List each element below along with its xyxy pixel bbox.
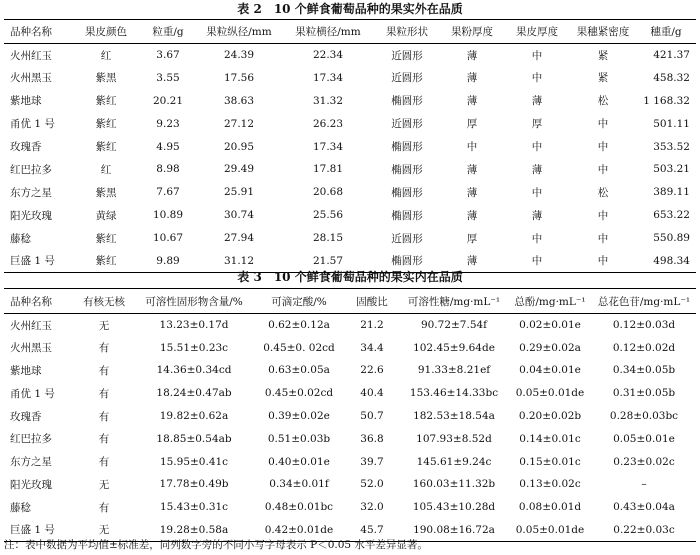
table-cell: 有: [98, 501, 110, 514]
table-row: [4, 66, 696, 89]
table-cell: 无: [98, 319, 110, 332]
table-cell: 紫黑: [95, 186, 117, 199]
table-cell: 有: [98, 342, 110, 355]
table-cell: 近圆形: [391, 72, 423, 85]
table-cell: 25.56: [312, 209, 344, 222]
table-cell: 藤稔: [10, 501, 31, 514]
table-cell: 22.34: [312, 49, 344, 62]
table-cell: 近圆形: [391, 118, 423, 131]
table-cell: 105.43±10.28d: [412, 501, 496, 514]
table-cell: 3.67: [156, 49, 180, 62]
table-cell: 15.43±0.31c: [159, 501, 229, 514]
table3-header-cell: 有核无核: [74, 289, 134, 314]
table2-header-cell: 果皮颜色: [72, 20, 140, 44]
table-cell: 0.15±0.01c: [519, 455, 581, 468]
table-cell: 0.23±0.02c: [613, 455, 675, 468]
table-cell: 145.61±9.24c: [416, 455, 492, 468]
table-cell: 14.36±0.34cd: [156, 364, 232, 377]
table-cell: 中: [531, 141, 543, 153]
table-cell: 0.14±0.01c: [519, 432, 581, 445]
table-cell: 中: [531, 232, 543, 245]
table3-header-cell: 品种名称: [4, 289, 74, 314]
table-cell: 0.63±0.05a: [268, 364, 330, 377]
table2-header-cell: 品种名称: [4, 20, 72, 44]
table-cell: 0.04±0.01e: [519, 364, 581, 377]
table-cell: 15.95±0.41c: [159, 455, 229, 468]
table-row: [4, 112, 696, 135]
table-row: [4, 227, 696, 250]
table-cell: 40.4: [360, 387, 384, 400]
table-cell: 椭圆形: [391, 209, 423, 222]
table-cell: 0.34±0.01f: [269, 478, 329, 491]
table-cell: 0.45±0.02cd: [264, 387, 334, 400]
table-cell: 389.11: [653, 186, 690, 199]
table-cell: 28.15: [312, 232, 344, 245]
table-cell: 红巴拉多: [10, 433, 52, 446]
table-cell: 90.72±7.54f: [420, 319, 488, 332]
table-cell: 39.7: [360, 455, 384, 468]
table-cell: 薄: [466, 95, 478, 108]
table-cell: 0.48±0.01bc: [264, 501, 334, 514]
table-cell: 421.37: [653, 49, 690, 62]
table-cell: 巨盛 1 号: [10, 255, 55, 268]
table-cell: 火州红玉: [10, 319, 52, 332]
table-cell: 中: [531, 72, 543, 85]
table-cell: 甬优 1 号: [10, 118, 55, 131]
table-cell: 17.34: [312, 140, 344, 153]
table-cell: 东方之星: [10, 456, 52, 469]
table-cell: 9.89: [156, 254, 180, 267]
table-cell: 30.74: [223, 209, 255, 222]
table-cell: 25.91: [223, 186, 255, 199]
table2-header-cell: 果粒横径/mm: [282, 20, 374, 44]
table-cell: 近圆形: [391, 49, 423, 62]
table-cell: 0.42±0.01de: [264, 523, 334, 536]
table-cell: 501.11: [653, 117, 690, 130]
table-cell: 火州红玉: [10, 49, 52, 62]
table-cell: 松: [597, 95, 609, 108]
table-cell: 有: [98, 364, 110, 377]
table-cell: 31.32: [312, 94, 344, 107]
table-cell: 藤稔: [10, 232, 31, 245]
table-cell: 13.23±0.17d: [159, 319, 229, 332]
table-cell: 17.81: [312, 163, 344, 176]
table-cell: 松: [597, 186, 609, 199]
table2-header-cell: 果穗紧密度: [570, 20, 636, 44]
table-cell: 9.23: [156, 117, 180, 130]
table-cell: 91.33±8.21ef: [417, 364, 491, 377]
table2-header-cell: 果粉厚度: [440, 20, 504, 44]
table-cell: 火州黑玉: [10, 72, 52, 85]
table-cell: 紫黑: [95, 72, 117, 85]
table-cell: 52.0: [360, 478, 384, 491]
table-cell: 0.29±0.02a: [519, 341, 581, 354]
table-row: [4, 405, 696, 428]
table-row: [4, 158, 696, 181]
table-cell: 无: [98, 478, 110, 491]
table-row: [4, 135, 696, 158]
table3-header-cell: 可滴定酸/%: [254, 289, 344, 314]
table-cell: 厚: [531, 118, 543, 131]
table-row: [4, 89, 696, 112]
table-cell: 38.63: [223, 94, 255, 107]
table-cell: 中: [597, 163, 609, 176]
table-cell: 17.56: [223, 71, 255, 84]
table2-header-cell: 果粒纵径/mm: [196, 20, 282, 44]
table-cell: 29.49: [223, 163, 255, 176]
internal-quality-table: [4, 288, 696, 542]
table-cell: 紫红: [95, 95, 117, 108]
table-cell: 0.28±0.03bc: [609, 410, 679, 423]
table-row: [4, 44, 696, 67]
table-cell: 0.40±0.01e: [268, 455, 330, 468]
table-cell: 20.21: [152, 94, 184, 107]
table-cell: 薄: [531, 209, 543, 222]
table-cell: 15.51±0.23c: [159, 341, 229, 354]
table-cell: 有: [98, 410, 110, 423]
table-cell: 8.98: [156, 163, 180, 176]
table-row: [4, 450, 696, 473]
table-cell: 薄: [466, 163, 478, 176]
table3-header-row: [4, 289, 696, 314]
table-cell: 21.57: [312, 254, 344, 267]
table-cell: 0.43±0.04a: [613, 501, 675, 514]
table-cell: 红: [100, 163, 112, 176]
table-row: [4, 382, 696, 405]
table-cell: 20.68: [312, 186, 344, 199]
table-cell: 21.2: [360, 319, 384, 332]
table-row: [4, 359, 696, 382]
table-cell: 0.02±0.01e: [519, 319, 581, 332]
table-row: [4, 427, 696, 450]
table-cell: 中: [466, 141, 478, 153]
table-cell: 182.53±18.54a: [413, 410, 495, 423]
table-cell: 0.05±0.01de: [515, 523, 585, 536]
table-cell: 17.34: [312, 71, 344, 84]
table-cell: –: [641, 478, 647, 491]
table3-header-cell: 总花色苷/mg·mL⁻¹: [592, 289, 696, 314]
table-cell: 0.22±0.03c: [613, 523, 675, 536]
table-cell: 椭圆形: [391, 95, 423, 108]
table-cell: 椭圆形: [391, 163, 423, 176]
table-cell: 中: [597, 209, 609, 222]
table-cell: 0.45±0. 02cd: [263, 341, 335, 354]
table-cell: 34.4: [360, 341, 384, 354]
table-cell: 3.55: [156, 71, 180, 84]
table-cell: 薄: [466, 186, 478, 199]
table-cell: 27.94: [223, 232, 255, 245]
table3-header-cell: 可溶性糖/mg·mL⁻¹: [400, 289, 508, 314]
table-footnote: 注：表中数据为平均值±标准差，同列数字旁的不同小写字母表示 P＜0.05 水平差异显著。: [4, 539, 428, 551]
table-cell: 红: [100, 49, 112, 62]
table-cell: 0.05±0.01e: [613, 432, 675, 445]
table-cell: 36.8: [360, 432, 384, 445]
table-cell: 498.34: [653, 254, 690, 267]
table-cell: 无: [98, 524, 110, 537]
table-cell: 7.67: [156, 186, 180, 199]
table-cell: 薄: [531, 163, 543, 176]
table-cell: 紫地球: [10, 364, 42, 377]
table2-header-row: [4, 20, 696, 44]
table-cell: 薄: [466, 209, 478, 222]
table-cell: 厚: [466, 232, 478, 245]
table-row: [4, 496, 696, 519]
table-cell: 薄: [466, 255, 478, 268]
table-cell: 107.93±8.52d: [416, 432, 492, 445]
table-cell: 32.0: [360, 501, 384, 514]
table-cell: 紫地球: [10, 95, 42, 108]
table-cell: 中: [531, 255, 543, 268]
table2-header-cell: 穗重/g: [636, 20, 696, 44]
table-cell: 0.51±0.03b: [267, 432, 331, 445]
table-row: [4, 336, 696, 359]
table-cell: 458.32: [653, 71, 690, 84]
table-cell: 0.12±0.02d: [612, 341, 676, 354]
table-cell: 红巴拉多: [10, 163, 52, 176]
table-cell: 10.67: [152, 232, 184, 245]
table-cell: 巨盛 1 号: [10, 524, 55, 537]
table-cell: 中: [597, 232, 609, 245]
table-cell: 0.12±0.03d: [612, 319, 676, 332]
table-cell: 薄: [531, 95, 543, 108]
table-cell: 中: [531, 186, 543, 199]
table-cell: 0.62±0.12a: [268, 319, 330, 332]
table3-header-cell: 固酸比: [344, 289, 400, 314]
table-cell: 黄绿: [95, 209, 117, 222]
external-quality-table: [4, 19, 696, 273]
table-cell: 0.39±0.02e: [268, 410, 330, 423]
table-cell: 有: [98, 456, 110, 469]
table-cell: 薄: [466, 49, 478, 62]
table-cell: 甬优 1 号: [10, 387, 55, 400]
table-cell: 19.82±0.62a: [159, 410, 229, 423]
table-cell: 18.85±0.54ab: [156, 432, 232, 445]
table-cell: 0.05±0.01de: [515, 387, 585, 400]
table-cell: 17.78±0.49b: [159, 478, 229, 491]
table-cell: 1 168.32: [643, 94, 690, 107]
table-cell: 玫瑰香: [10, 141, 42, 153]
table-cell: 玫瑰香: [10, 410, 42, 423]
table2-header-cell: 粒重/g: [140, 20, 196, 44]
table-cell: 椭圆形: [391, 186, 423, 199]
table3-header-cell: 可溶性固形物含量/%: [134, 289, 254, 314]
table-cell: 紫红: [95, 255, 117, 268]
table-cell: 中: [597, 255, 609, 268]
table-cell: 24.39: [223, 49, 255, 62]
table-row: [4, 473, 696, 496]
table-cell: 503.21: [653, 163, 690, 176]
table-cell: 中: [597, 118, 609, 131]
table-cell: 有: [98, 433, 110, 446]
table-cell: 153.46±14.33bc: [409, 387, 499, 400]
table-cell: 紧: [597, 72, 609, 85]
table-cell: 160.03±11.32b: [412, 478, 496, 491]
table-cell: 22.6: [360, 364, 384, 377]
table-cell: 102.45±9.64de: [413, 341, 495, 354]
table-cell: 中: [531, 49, 543, 62]
table-cell: 31.12: [223, 254, 255, 267]
table-row: [4, 314, 696, 337]
table-cell: 4.95: [156, 140, 180, 153]
table-cell: 0.31±0.05b: [612, 387, 676, 400]
table-cell: 50.7: [360, 410, 384, 423]
table-cell: 紫红: [95, 141, 117, 153]
table-cell: 27.12: [223, 117, 255, 130]
table-row: [4, 181, 696, 204]
table-cell: 阳光玫瑰: [10, 209, 52, 222]
table-cell: 紫红: [95, 232, 117, 245]
table-cell: 椭圆形: [391, 255, 423, 268]
table3-header-cell: 总酚/mg·mL⁻¹: [508, 289, 592, 314]
table2-header-cell: 果粒形状: [374, 20, 440, 44]
table-cell: 653.22: [653, 209, 690, 222]
table-cell: 中: [597, 141, 609, 153]
table-cell: 紧: [597, 49, 609, 62]
table-cell: 东方之星: [10, 186, 52, 199]
table-cell: 薄: [466, 72, 478, 85]
table-cell: 0.34±0.05b: [612, 364, 676, 377]
table-cell: 20.95: [223, 140, 255, 153]
table-cell: 190.08±16.72a: [413, 523, 495, 536]
table-cell: 近圆形: [391, 232, 423, 245]
table-cell: 有: [98, 387, 110, 400]
table2-caption: 表 2 10 个鲜食葡萄品种的果实外在品质: [237, 2, 463, 16]
table2-header-cell: 果皮厚度: [504, 20, 570, 44]
table-cell: 19.28±0.58a: [159, 523, 229, 536]
table-cell: 45.7: [360, 523, 384, 536]
table-cell: 0.08±0.01d: [518, 501, 582, 514]
table-row: [4, 204, 696, 227]
table-cell: 紫红: [95, 118, 117, 131]
table-cell: 火州黑玉: [10, 342, 52, 355]
table-cell: 0.20±0.02b: [518, 410, 582, 423]
table-cell: 椭圆形: [391, 141, 423, 153]
table-cell: 26.23: [312, 117, 344, 130]
table-cell: 厚: [466, 118, 478, 131]
table3-caption: 表 3 10 个鲜食葡萄品种的果实内在品质: [237, 270, 463, 284]
table-cell: 0.13±0.02c: [519, 478, 581, 491]
table-cell: 550.89: [653, 232, 690, 245]
table-cell: 353.52: [653, 140, 690, 153]
table-cell: 18.24±0.47ab: [156, 387, 232, 400]
table-cell: 阳光玫瑰: [10, 478, 52, 491]
table-cell: 10.89: [152, 209, 184, 222]
